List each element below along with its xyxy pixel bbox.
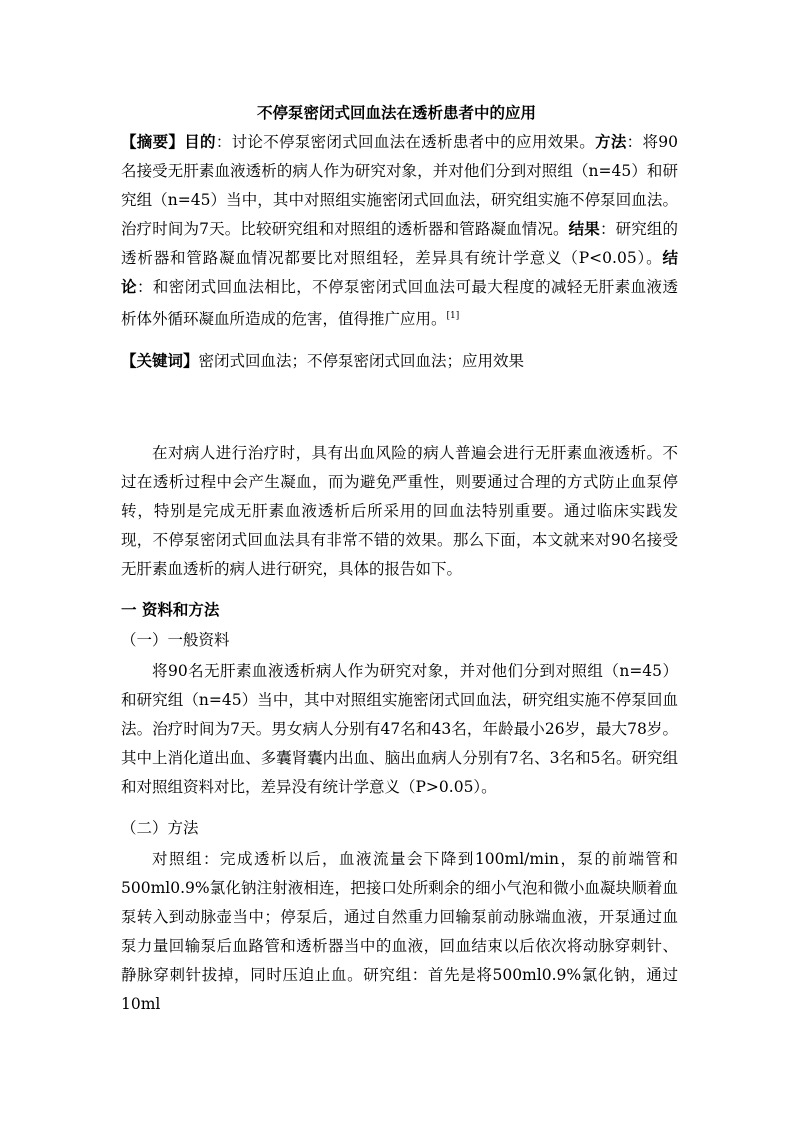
abstract-label: 【摘要】目的 — [121, 133, 216, 151]
method-colon: ： — [626, 133, 643, 151]
subsection-heading-2: （二）方法 — [121, 819, 199, 837]
keywords-label: 【关键词】 — [121, 352, 199, 370]
conclusion-label: 结论 — [121, 249, 678, 296]
subsection-heading-1: （一）一般资料 — [121, 631, 230, 649]
result-colon: ： — [599, 220, 616, 238]
paper-title: 不停泵密闭式回血法在透析患者中的应用 — [256, 104, 536, 122]
abstract-result: 研究组的透析器和管路凝血情况都要比对照组轻，差异具有统计学意义（P<0.05）。 — [121, 220, 678, 267]
result-label: 结果 — [568, 220, 600, 238]
reference-marker[interactable]: [1] — [446, 311, 460, 321]
abstract-conclusion: 和密闭式回血法相比，不停泵密闭式回血法可最大程度的减轻无肝素血液透析体外循环凝血所造成的危害，值得推广应用。 — [121, 278, 678, 328]
section-heading-1: 一 资料和方法 — [121, 601, 220, 619]
keywords-text: 密闭式回血法；不停泵密闭式回血法；应用效果 — [198, 352, 525, 370]
intro-paragraph: 在对病人进行治疗时，具有出血风险的病人普遍会进行无肝素血液透析。不过在透析过程中会产生凝血，而为避免严重性，则要通过合理的方式防止血泵停转，特别是完成无肝素血液透析后所采用的回血法特别重要。通过临床实践发现，不停泵密闭式回血法具有非常不错的效果。那么下面，本文就来对90名接受无肝素血透析的病人进行研究，具体的报告如下。 — [121, 444, 678, 578]
abstract — [121, 128, 678, 334]
conclusion-colon: ： — [136, 278, 153, 296]
method-label: 方法 — [595, 133, 627, 151]
keywords — [121, 347, 678, 376]
abstract-method: 将90名接受无肝素血液透析的病人作为研究对象，并对他们分到对照组（n=45）和研究组（n=45）当中，其中对照组实施密闭式回血法，研究组实施不停泵回血法。治疗时间为7天。比较研究组和对照组的透析器和管路凝血情况。 — [121, 133, 678, 238]
general-info-paragraph: 将90名无肝素血液透析病人作为研究对象，并对他们分到对照组（n=45）和研究组（n=45）当中，其中对照组实施密闭式回血法，研究组实施不停泵回血法。治疗时间为7天。男女病人分别有47名和43名，年龄最小26岁，最大78岁。其中上消化道出血、多囊肾囊内出血、脑出血病人分别有7名、3名和5名。研究组和对照组资料对比，差异没有统计学意义（P>0.05）。 — [121, 662, 678, 796]
abstract-colon: ： — [215, 133, 232, 151]
abstract-purpose: 讨论不停泵密闭式回血法在透析患者中的应用效果。 — [231, 133, 596, 151]
method-paragraph: 对照组：完成透析以后，血液流量会下降到100ml/min，泵的前端管和500ml0.9%氯化钠注射液相连，把接口处所剩余的细小气泡和微小血凝块顺着血泵转入到动脉壶当中；停泵后，通过自然重力回输泵前动脉端血液，开泵通过血泵力量回输泵后血路管和透析器当中的血液，回血结束以后依次将动脉穿刺针、静脉穿刺针拔掉，同时压迫止血。研究组：首先是将500ml0.9%氯化钠，通过10ml — [121, 850, 678, 1013]
